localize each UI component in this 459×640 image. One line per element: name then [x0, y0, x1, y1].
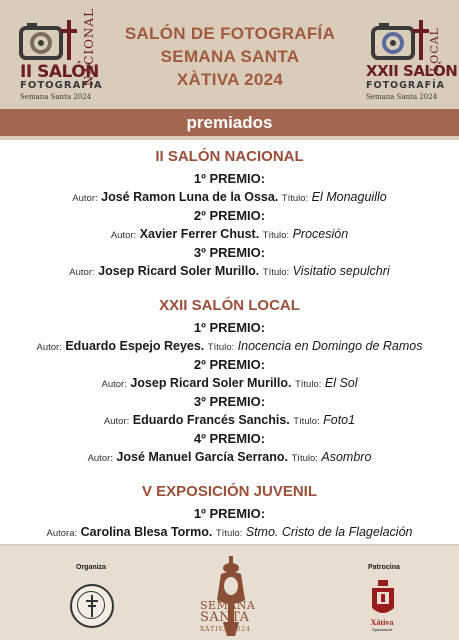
award-entry — [0, 413, 459, 427]
work-title: Asombro — [321, 450, 372, 464]
award-entry — [0, 376, 459, 390]
work-label: Título: — [281, 193, 309, 204]
work-title: El Sol — [324, 376, 358, 390]
logo-left-vertical: NACIONAL — [82, 7, 96, 86]
author-label: Autor: — [110, 230, 137, 241]
work-label: Título: — [294, 379, 322, 390]
author-label: Autor: — [36, 342, 62, 353]
logo-right-sub1: FOTOGRAFÍA — [366, 80, 445, 91]
author-label: Autor: — [69, 267, 95, 278]
logo-nacional — [18, 7, 104, 106]
sponsor-sub: Ajuntament — [371, 627, 393, 632]
ss-line2: SANTA — [200, 610, 250, 625]
logo-local — [364, 16, 458, 106]
work-label: Título: — [215, 528, 243, 539]
prize-label: 3º PREMIO: — [193, 245, 266, 260]
prize-label: 1º PREMIO: — [193, 506, 266, 521]
author-name: Eduardo Espejo Reyes. — [65, 339, 205, 353]
page-title — [110, 22, 350, 91]
author-name: Josep Ricard Soler Murillo. — [130, 376, 292, 390]
award-entry — [0, 190, 459, 204]
author-name: Eduardo Francés Sanchis. — [132, 413, 290, 427]
organizer-seal-icon — [70, 584, 114, 628]
prize-label: 1º PREMIO: — [193, 171, 266, 186]
header — [0, 0, 459, 108]
work-title: Foto1 — [323, 413, 356, 427]
author-label: Autor: — [72, 193, 98, 204]
title-line-1: SALÓN DE FOTOGRAFÍA — [124, 24, 336, 43]
patrocina-label: Patrocina — [368, 564, 400, 571]
work-label: Título: — [207, 342, 235, 353]
awards-list — [0, 140, 459, 544]
award-entry — [0, 525, 459, 539]
camera-icon — [370, 16, 430, 62]
author-name: Josep Ricard Soler Murillo. — [98, 264, 260, 278]
author-name: Xavier Ferrer Chust. — [139, 227, 260, 241]
prize-label: 4º PREMIO: — [193, 431, 266, 446]
camera-icon — [18, 16, 78, 62]
work-title: Stmo. Cristo de la Flagelación — [245, 525, 413, 539]
author-label: Autora: — [46, 528, 78, 539]
work-label: Título: — [262, 267, 290, 278]
author-label: Autor: — [103, 416, 130, 427]
title-line-2: SEMANA SANTA — [160, 47, 300, 66]
ss-line3: XÀTIVA 2024 — [200, 626, 251, 633]
xativa-sponsor — [362, 618, 402, 632]
sponsor-name: Xàtiva — [370, 618, 394, 627]
banner-premiados: premiados — [0, 109, 459, 136]
award-entry — [0, 264, 459, 278]
logo-left-sub1: FOTOGRAFÍA — [20, 80, 103, 91]
prize-label: 2º PREMIO: — [193, 208, 266, 223]
logo-right-title: XXII SALÓN — [366, 62, 458, 80]
work-title: Inocencia en Domingo de Ramos — [237, 339, 423, 353]
author-name: José Ramon Luna de la Ossa. — [101, 190, 279, 204]
title-line-3: XÀTIVA 2024 — [176, 70, 284, 89]
work-title: El Monaguillo — [311, 190, 387, 204]
section-title: V EXPOSICIÓN JUVENIL — [141, 483, 318, 500]
logo-left-sub2: Semana Santa 2024 — [20, 93, 92, 101]
section-title: XXII SALÓN LOCAL — [159, 297, 300, 314]
work-title: Procesión — [292, 227, 349, 241]
author-label: Autor: — [87, 453, 113, 464]
work-title: Visitatio sepulchri — [292, 264, 390, 278]
work-label: Título: — [293, 416, 320, 427]
logo-left-title: II SALÓN — [20, 62, 99, 82]
prize-label: 2º PREMIO: — [193, 357, 266, 372]
author-name: José Manuel García Serrano. — [116, 450, 289, 464]
award-entry — [0, 450, 459, 464]
section-title: II SALÓN NACIONAL — [155, 148, 304, 165]
author-label: Autor: — [101, 379, 127, 390]
work-label: Título: — [291, 453, 318, 464]
logo-right-vertical: LOCAL — [428, 27, 441, 72]
prize-label: 1º PREMIO: — [193, 320, 266, 335]
ss-line1: SEMANA — [200, 599, 256, 612]
organiza-label: Organiza — [76, 564, 106, 571]
award-entry — [0, 339, 459, 353]
prize-label: 3º PREMIO: — [193, 394, 266, 409]
work-label: Título: — [262, 230, 290, 241]
logo-right-sub2: Semana Santa 2024 — [366, 93, 438, 101]
award-entry — [0, 227, 459, 241]
semana-santa-logo-text — [200, 600, 255, 635]
author-name: Carolina Blesa Tormo. — [80, 525, 213, 539]
